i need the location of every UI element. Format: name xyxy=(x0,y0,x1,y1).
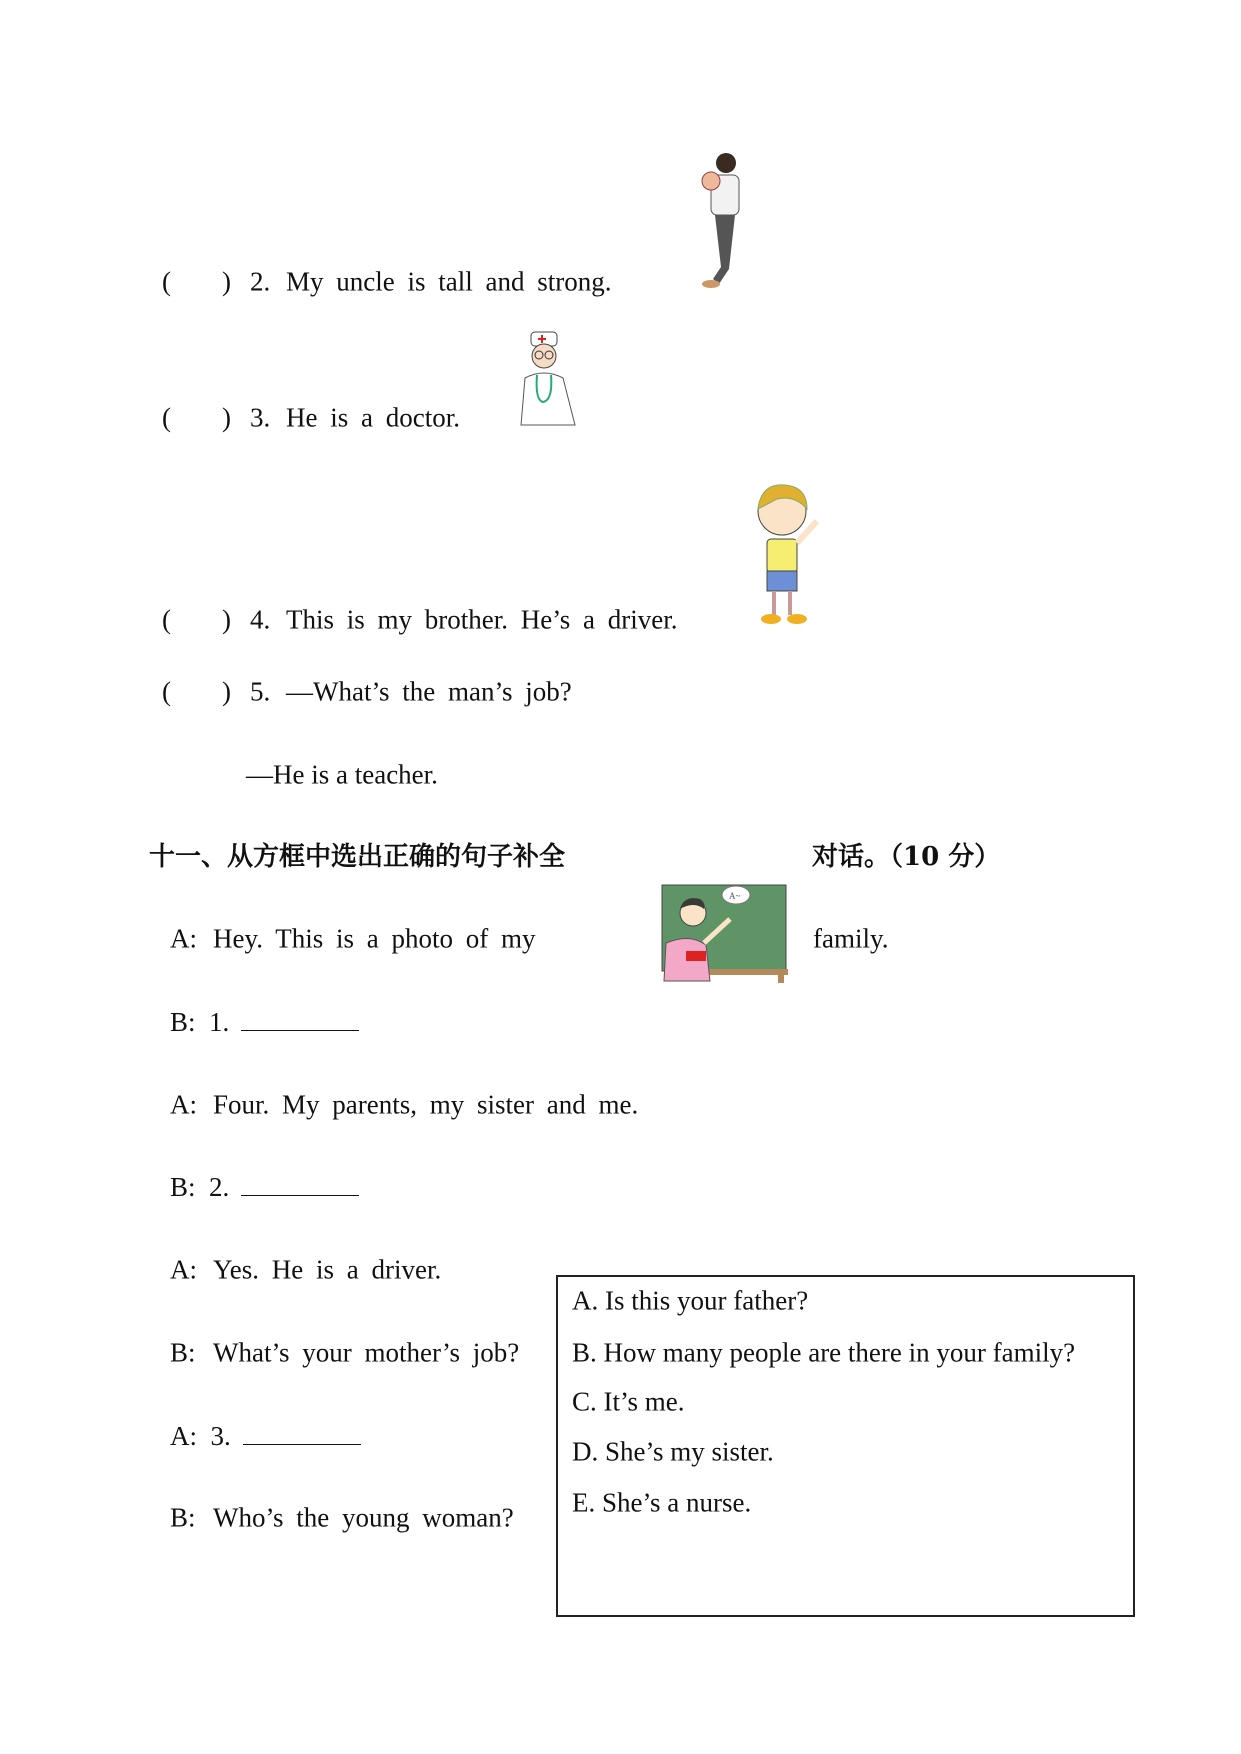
teacher-image xyxy=(660,883,790,983)
speaker: A: xyxy=(170,1421,197,1451)
blank-number: 3. xyxy=(210,1421,231,1451)
line-text: Who’s the young woman? xyxy=(213,1502,514,1533)
question-number: 3. xyxy=(250,402,271,433)
answer-paren-close: ) xyxy=(222,604,231,635)
speaker: A: xyxy=(170,1254,197,1285)
question-text: —What’s the man’s job? xyxy=(286,676,572,707)
speech-bubble-text: A~ xyxy=(729,891,741,901)
blank-number: 1. xyxy=(209,1007,230,1037)
boy-image xyxy=(747,481,829,627)
answer-paren-close: ) xyxy=(222,266,231,297)
speaker: A: xyxy=(170,1089,197,1120)
question-number: 5. xyxy=(250,676,271,707)
answer-blank-2[interactable] xyxy=(241,1173,359,1196)
strong-man-image xyxy=(693,149,745,292)
option-b: B. How many people are there in your family? xyxy=(572,1337,1076,1368)
speaker: B: xyxy=(170,1502,196,1533)
line-text: Four. My parents, my sister and me. xyxy=(213,1089,639,1120)
section-title: 十一、从方框中选出正确的句子补全 xyxy=(149,842,566,872)
question-number: 4. xyxy=(250,604,271,635)
answer-paren-open[interactable]: ( xyxy=(162,266,171,297)
dialogue-line-2 xyxy=(170,1008,359,1036)
option-e: E. She’s a nurse. xyxy=(572,1487,752,1518)
speaker: A: xyxy=(170,923,197,954)
question-text: This is my brother. He’s a driver. xyxy=(286,604,678,635)
question-5-answer: —He is a teacher. xyxy=(246,759,438,790)
option-a: A. Is this your father? xyxy=(572,1285,809,1316)
answer-blank-1[interactable] xyxy=(241,1008,359,1031)
line-text: What’s your mother’s job? xyxy=(213,1337,520,1368)
blank-number: 2. xyxy=(209,1172,230,1202)
doctor-image xyxy=(509,330,579,428)
answer-paren-open[interactable]: ( xyxy=(162,402,171,433)
dialogue-line-7 xyxy=(170,1422,361,1450)
answer-paren-open[interactable]: ( xyxy=(162,604,171,635)
option-d: D. She’s my sister. xyxy=(572,1436,774,1467)
answer-paren-close: ) xyxy=(222,402,231,433)
answer-paren-close: ) xyxy=(222,676,231,707)
question-text: He is a doctor. xyxy=(286,402,460,433)
option-c: C. It’s me. xyxy=(572,1386,685,1417)
speaker: B: xyxy=(170,1007,196,1037)
line-text-continued: family. xyxy=(813,923,889,954)
section-title-continued: 对话。（10 分） xyxy=(812,842,1001,872)
question-number: 2. xyxy=(250,266,271,297)
speaker: B: xyxy=(170,1172,196,1202)
dialogue-line-4 xyxy=(170,1173,359,1201)
line-text: Hey. This is a photo of my xyxy=(213,923,536,954)
speaker: B: xyxy=(170,1337,196,1368)
answer-blank-3[interactable] xyxy=(243,1422,361,1445)
question-text: My uncle is tall and strong. xyxy=(286,266,612,297)
line-text: Yes. He is a driver. xyxy=(213,1254,442,1285)
answer-paren-open[interactable]: ( xyxy=(162,676,171,707)
